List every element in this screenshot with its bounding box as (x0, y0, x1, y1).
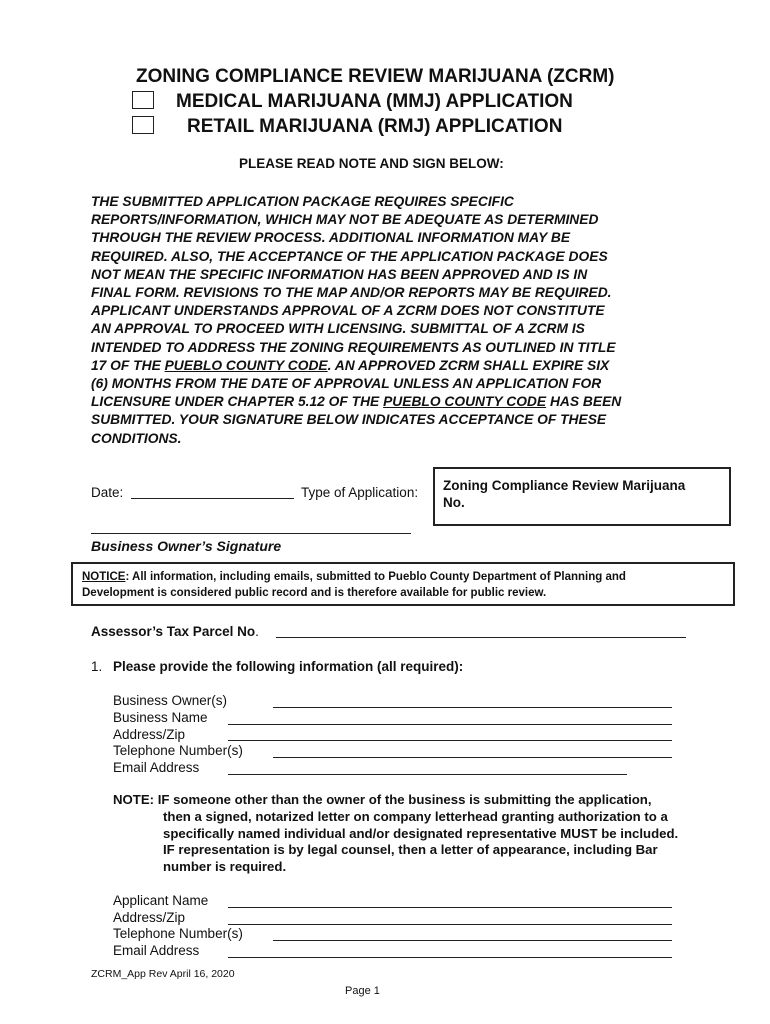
business-name-field[interactable] (228, 724, 672, 725)
mmj-checkbox[interactable] (132, 91, 154, 109)
date-label: Date: (91, 485, 124, 500)
read-note-instruction: PLEASE READ NOTE AND SIGN BELOW: (239, 156, 504, 171)
text: . AN APPROVED ZCRM SHALL EXPIRE SIX (327, 357, 610, 373)
business-phone-field[interactable] (273, 757, 672, 758)
disclaimer-line: SUBMITTED. YOUR SIGNATURE BELOW INDICATES ACCEPTANCE OF THESE (91, 412, 607, 428)
business-owner-label: Business Owner(s) (113, 693, 228, 708)
notice-line: Development is considered public record and is therefore available for public review. (82, 586, 547, 599)
applicant-phone-field[interactable] (273, 940, 672, 941)
parcel-number-field[interactable] (276, 637, 686, 638)
text: LICENSURE UNDER CHAPTER 5.12 OF THE (91, 394, 384, 410)
note-line: then a signed, notarized letter on company letterhead granting authorization to a (163, 808, 668, 824)
zcrm-box-label: Zoning Compliance Review Marijuana (443, 478, 686, 493)
note-line: NOTE: IF someone other than the owner of the business is submitting the application, (113, 792, 652, 807)
applicant-email-label: Email Address (113, 943, 200, 958)
zcrm-number-box[interactable] (433, 467, 731, 526)
text: HAS BEEN (546, 394, 622, 410)
mmj-option-label: MEDICAL MARIJUANA (MMJ) APPLICATION (176, 91, 573, 112)
disclaimer-line: NOT MEAN THE SPECIFIC INFORMATION HAS BEEN APPROVED AND IS IN (91, 266, 588, 282)
business-address-field[interactable] (228, 740, 672, 741)
rmj-checkbox[interactable] (132, 116, 154, 134)
text: Assessor’s Tax Parcel No (91, 624, 256, 639)
notice-line (82, 570, 733, 586)
disclaimer-line: REQUIRED. ALSO, THE ACCEPTANCE OF THE APPLICATION PACKAGE DOES (91, 248, 608, 264)
text: 17 OF THE (91, 357, 165, 373)
disclaimer-line: THE SUBMITTED APPLICATION PACKAGE REQUIRES SPECIFIC (91, 194, 514, 209)
business-address-label: Address/Zip (113, 727, 186, 742)
applicant-phone-label: Telephone Number(s) (113, 926, 243, 941)
applicant-address-label: Address/Zip (113, 910, 186, 925)
disclaimer-line: AN APPROVAL TO PROCEED WITH LICENSING. SUBMITTAL OF A ZCRM IS (91, 321, 585, 337)
applicant-email-field[interactable] (228, 957, 672, 958)
date-field[interactable] (131, 498, 294, 499)
business-phone-label: Telephone Number(s) (113, 743, 243, 758)
representation-note (113, 792, 678, 876)
note-line: specifically named individual and/or designated representative MUST be included. (163, 825, 679, 841)
applicant-address-field[interactable] (228, 924, 672, 925)
rmj-option-label: RETAIL MARIJUANA (RMJ) APPLICATION (187, 116, 563, 137)
section-number: 1. (91, 659, 103, 674)
text: . (255, 624, 259, 639)
applicant-name-field[interactable] (228, 907, 672, 908)
business-name-label: Business Name (113, 710, 208, 725)
business-email-label: Email Address (113, 760, 200, 775)
revision-footer: ZCRM_App Rev April 16, 2020 (91, 968, 235, 980)
disclaimer-line: APPLICANT UNDERSTANDS APPROVAL OF A ZCRM DOES NOT CONSTITUTE (91, 303, 605, 319)
pueblo-county-code-link[interactable]: PUEBLO COUNTY CODE (383, 394, 547, 410)
pueblo-county-code-link[interactable]: PUEBLO COUNTY CODE (164, 357, 328, 373)
disclaimer-line (91, 393, 691, 411)
disclaimer-line: THROUGH THE REVIEW PROCESS. ADDITIONAL INFORMATION MAY BE (91, 230, 571, 246)
applicant-name-label: Applicant Name (113, 893, 209, 908)
page-number: Page 1 (345, 985, 380, 997)
disclaimer-line: REPORTS/INFORMATION, WHICH MAY NOT BE ADEQUATE AS DETERMINED (91, 212, 599, 228)
disclaimer-line (91, 357, 691, 375)
disclaimer-line: CONDITIONS. (91, 430, 182, 446)
disclaimer-line: (6) MONTHS FROM THE DATE OF APPROVAL UNLESS AN APPLICATION FOR (91, 376, 602, 392)
section-heading: Please provide the following information (all required): (113, 659, 464, 674)
business-owner-field[interactable] (273, 707, 672, 708)
disclaimer-paragraph (91, 193, 691, 448)
parcel-label (91, 624, 259, 639)
text: : All information, including emails, submitted to Pueblo County Department of Planning and (125, 571, 626, 583)
zcrm-box-number-label: No. (443, 495, 465, 510)
signature-label: Business Owner’s Signature (91, 538, 282, 554)
note-line: IF representation is by legal counsel, then a letter of appearance, including Bar (163, 842, 658, 858)
disclaimer-line: INTENDED TO ADDRESS THE ZONING REQUIREMENTS AS OUTLINED IN TITLE (91, 339, 616, 355)
business-email-field[interactable] (228, 774, 627, 775)
public-record-notice (71, 562, 735, 606)
note-line: number is required. (163, 859, 287, 875)
notice-label: NOTICE (82, 571, 126, 583)
disclaimer-line: FINAL FORM. REVISIONS TO THE MAP AND/OR REPORTS MAY BE REQUIRED. (91, 285, 612, 301)
signature-field[interactable] (91, 533, 411, 534)
form-title: ZONING COMPLIANCE REVIEW MARIJUANA (ZCRM) (136, 66, 615, 87)
type-of-application-label: Type of Application: (301, 485, 419, 500)
